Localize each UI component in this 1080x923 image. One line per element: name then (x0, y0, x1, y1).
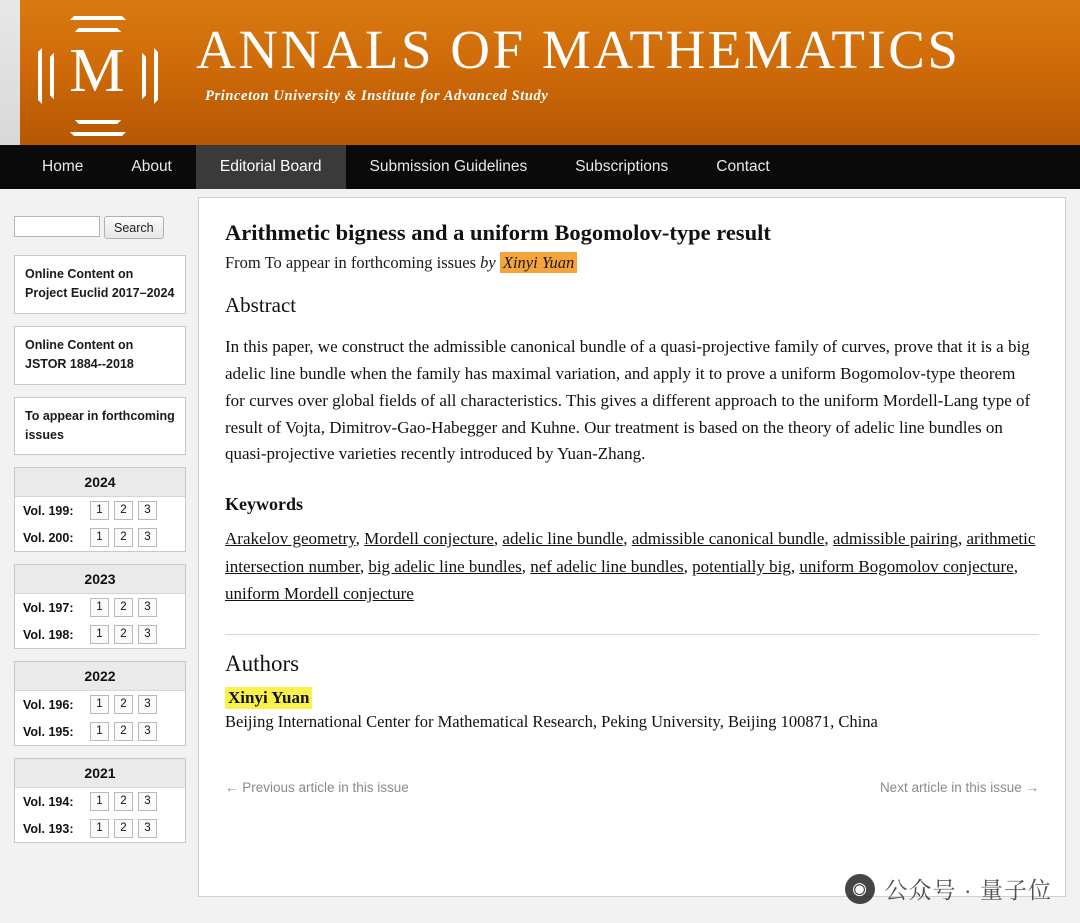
sidebar-link-project-euclid[interactable]: Online Content on Project Euclid 2017–2024 (25, 267, 175, 301)
masthead-left-edge (0, 0, 20, 145)
issue-link[interactable]: 2 (114, 528, 133, 547)
byline-prefix: From To appear in forthcoming issues (225, 253, 477, 272)
year-heading: 2022 (15, 662, 185, 691)
issue-link[interactable]: 1 (90, 598, 109, 617)
issue-link[interactable]: 3 (138, 695, 157, 714)
issue-link[interactable]: 3 (138, 625, 157, 644)
keywords-heading: Keywords (225, 494, 303, 515)
issue-link[interactable]: 3 (138, 722, 157, 741)
nav-item-about[interactable]: About (131, 158, 172, 175)
issue-link[interactable]: 3 (138, 598, 157, 617)
keyword-link[interactable]: big adelic line bundles (368, 556, 522, 576)
issue-link[interactable]: 1 (90, 722, 109, 741)
keyword-link[interactable]: nef adelic line bundles (530, 556, 684, 576)
volume-label: Vol. 196: (23, 697, 74, 712)
sidebar-link-forthcoming[interactable]: To appear in forthcoming issues (25, 408, 175, 442)
next-article-link[interactable]: Next article in this issue → (879, 779, 1039, 795)
year-heading: 2021 (15, 759, 185, 788)
keyword-link[interactable]: potentially big (692, 556, 791, 576)
issue-link[interactable]: 2 (114, 598, 133, 617)
main-navigation (0, 145, 1080, 189)
keyword-link[interactable]: Arakelov geometry (225, 529, 356, 549)
watermark-text: 公众号 · 量子位 (884, 877, 1052, 903)
site-masthead (0, 0, 1080, 145)
issue-link[interactable]: 2 (114, 695, 133, 714)
watermark-badge-icon: ◉ (845, 874, 875, 904)
issue-link[interactable]: 1 (90, 501, 109, 520)
issue-link[interactable]: 2 (114, 819, 133, 838)
year-heading: 2023 (15, 565, 185, 594)
keyword-link[interactable]: uniform Mordell conjecture (225, 584, 414, 604)
issue-link[interactable]: 3 (138, 819, 157, 838)
issue-link[interactable]: 3 (138, 501, 157, 520)
volume-label: Vol. 197: (23, 600, 74, 615)
online-content-panel (14, 255, 186, 314)
byline-by: by (480, 253, 496, 272)
volume-row (15, 815, 185, 842)
nav-item-subscriptions[interactable]: Subscriptions (575, 158, 669, 175)
article-card (198, 197, 1066, 897)
keywords-list: Arakelov geometry, Mordell conjecture, adelic line bundle, admissible canonical bundle, admissible pairing, arithmetic intersection number, big adelic line bundles, nef adelic line bundles, potentially big, uniform Bogomolov conjecture, uniform Mordell conjecture (225, 529, 1036, 604)
year-panel-2023 (14, 564, 186, 649)
byline-author-highlight[interactable]: Xinyi Yuan (500, 252, 577, 273)
volume-label: Vol. 193: (23, 821, 74, 836)
issue-link[interactable]: 3 (138, 528, 157, 547)
previous-article-link[interactable]: ← Previous article in this issue (225, 779, 409, 795)
volume-row (15, 594, 185, 621)
volume-row (15, 621, 185, 648)
volume-label: Vol. 195: (23, 724, 74, 739)
author-name-highlight[interactable]: Xinyi Yuan (225, 687, 312, 709)
sidebar-link-jstor[interactable]: Online Content on JSTOR 1884--2018 (25, 337, 134, 372)
site-subtitle: Princeton University & Institute for Advanced Study (205, 88, 549, 104)
author-affiliation: Beijing International Center for Mathematical Research, Peking University, Beijing 100871, China (225, 711, 878, 731)
article-title: Arithmetic bigness and a uniform Bogomolov-type result (225, 220, 771, 245)
keyword-link[interactable]: uniform Bogomolov conjecture (799, 556, 1014, 576)
keyword-link[interactable]: adelic line bundle (502, 529, 624, 549)
page-content (0, 189, 1080, 897)
volume-row (15, 497, 185, 524)
volume-row (15, 788, 185, 815)
search-button[interactable]: Search (104, 216, 164, 239)
nav-item-submission-guidelines[interactable]: Submission Guidelines (369, 158, 528, 175)
issue-link[interactable]: 2 (114, 792, 133, 811)
year-panel-2024 (14, 467, 186, 552)
nav-item-home[interactable]: Home (42, 158, 84, 175)
nav-item-editorial-board[interactable]: Editorial Board (196, 145, 346, 189)
keyword-link[interactable]: Mordell conjecture (364, 529, 494, 549)
keyword-link[interactable]: arithmetic intersection number (225, 529, 1036, 576)
article-byline (225, 253, 1039, 273)
volume-row (15, 718, 185, 745)
abstract-heading: Abstract (225, 293, 297, 317)
article-pagination (225, 780, 1039, 795)
volume-row (15, 691, 185, 718)
issue-link[interactable]: 2 (114, 625, 133, 644)
year-panel-2022 (14, 661, 186, 746)
issue-link[interactable]: 1 (90, 792, 109, 811)
year-panel-2021 (14, 758, 186, 843)
keyword-link[interactable]: admissible pairing (832, 529, 959, 549)
volume-label: Vol. 198: (23, 627, 74, 642)
issue-link[interactable]: 1 (90, 819, 109, 838)
section-divider (225, 634, 1039, 635)
issue-link[interactable]: 1 (90, 625, 109, 644)
forthcoming-panel (14, 397, 186, 456)
search-row (14, 216, 186, 239)
nav-item-contact[interactable]: Contact (716, 158, 770, 175)
search-input[interactable] (14, 216, 100, 237)
volume-label: Vol. 199: (23, 503, 74, 518)
year-heading: 2024 (15, 468, 185, 497)
issue-link[interactable]: 2 (114, 501, 133, 520)
keyword-link[interactable]: admissible canonical bundle (631, 529, 825, 549)
issue-link[interactable]: 1 (90, 695, 109, 714)
logo-letter: M (69, 37, 123, 105)
volume-label: Vol. 194: (23, 794, 74, 809)
volume-label: Vol. 200: (23, 530, 74, 545)
sidebar (14, 197, 186, 855)
abstract-text: In this paper, we construct the admissible canonical bundle of a quasi-projective family of curves, prove that it is a big adelic line bundle when the family has maximal variation, and apply it to prove a uniform Bogomolov-type theorem for curves over global fields of all characteristics. This gives a different approach to the uniform Mordell-Lang type of result of Vojta, Dimitrov-Gao-Habegger and Kuhne. Our treatment is based on the theory of adelic line bundles on quasi-projective varieties recently introduced by Yuan-Zhang. (225, 337, 1031, 464)
issue-link[interactable]: 2 (114, 722, 133, 741)
watermark (845, 872, 1052, 905)
author-block (225, 687, 1039, 732)
volume-row (15, 524, 185, 551)
issue-link[interactable]: 1 (90, 528, 109, 547)
jstor-panel (14, 326, 186, 385)
site-title: ANNALS OF MATHEMATICS (196, 19, 961, 80)
authors-heading: Authors (225, 650, 300, 676)
annals-logo[interactable] (30, 14, 162, 130)
issue-link[interactable]: 3 (138, 792, 157, 811)
